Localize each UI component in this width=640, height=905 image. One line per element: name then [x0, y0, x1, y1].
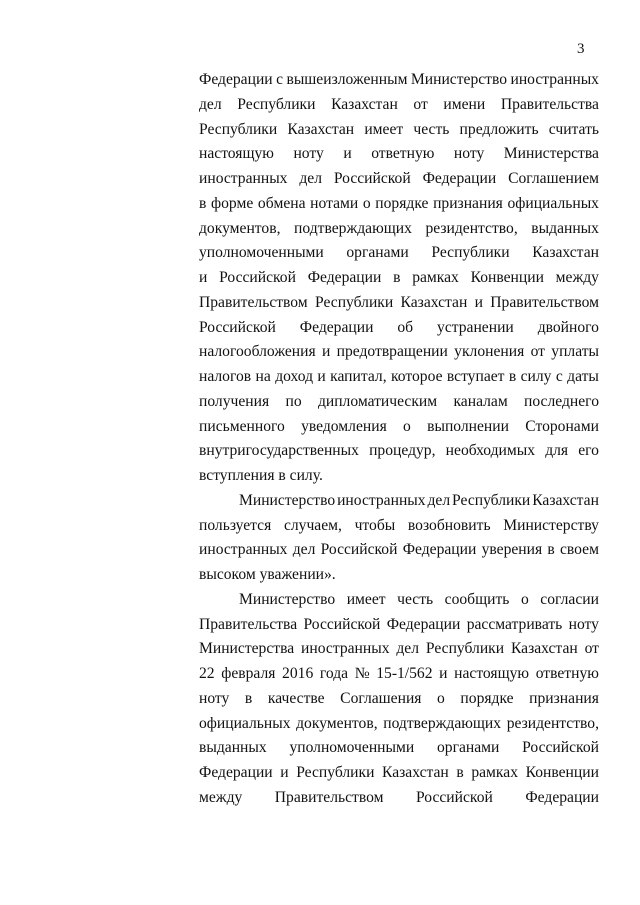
word: получения [199, 392, 270, 410]
word: признания [433, 194, 503, 212]
word: февраля [221, 665, 276, 682]
word: иностранных [301, 640, 390, 658]
text-line [199, 538, 599, 563]
word: в [199, 194, 207, 212]
word: резидентство, [506, 714, 599, 732]
word: по [285, 392, 302, 410]
word: рамках [471, 764, 518, 781]
word: Республики [425, 640, 505, 658]
word: Федерации [422, 170, 497, 187]
document-body [199, 68, 599, 811]
word: Казахстан [532, 491, 599, 509]
word: Правительством [274, 788, 384, 806]
word: которое [391, 368, 443, 385]
word: двойного [537, 318, 599, 336]
word: выполнении [427, 417, 509, 435]
word: уведомления [301, 417, 387, 435]
word: Республики [199, 120, 278, 138]
word: Министерству [503, 516, 599, 534]
word: Республики [452, 491, 531, 509]
word: и [317, 368, 326, 385]
word: Федерации [525, 788, 599, 806]
word: в [393, 269, 401, 286]
text-line [199, 439, 599, 464]
word: для [545, 442, 569, 460]
word: иностранных [337, 491, 426, 509]
word: Российской [320, 541, 398, 559]
word: согласии [540, 590, 599, 608]
word: и [474, 293, 483, 311]
word: 22 [199, 665, 215, 682]
text-line [199, 365, 599, 390]
word: рамках [412, 269, 459, 286]
text-line: высоком уважении». [199, 566, 336, 583]
word: между [555, 269, 599, 286]
word: от [584, 640, 599, 658]
word: выданных [199, 739, 267, 757]
word: пользуется [199, 516, 272, 534]
word: Правительством [199, 293, 308, 311]
word: порядке [460, 689, 514, 707]
word: на [255, 368, 271, 385]
word: между [199, 788, 243, 806]
word: форме [211, 194, 254, 212]
word: чтобы [354, 516, 396, 534]
word: Конвенции [525, 764, 599, 781]
word: Федерации [402, 541, 477, 559]
word: о [362, 194, 371, 212]
word: Казахстан [400, 293, 468, 311]
word: Министерства [503, 145, 599, 163]
word: дел [396, 640, 420, 658]
word: настоящую [199, 145, 274, 163]
word: Казахстан [331, 95, 398, 113]
word: уполномоченными [289, 739, 415, 757]
word: вступает [446, 368, 505, 385]
word: рассматривать [466, 615, 563, 633]
text-line [199, 390, 599, 415]
word: о [437, 689, 445, 707]
word: даты [567, 368, 599, 385]
word: письменного [199, 417, 285, 435]
word: Соглашения [340, 689, 422, 707]
word: Соглашением [508, 170, 599, 187]
word: официальных [507, 194, 599, 212]
word: ответную [535, 665, 599, 682]
word: Республики [237, 95, 316, 113]
word: Министерство [239, 590, 336, 608]
word: в [456, 764, 464, 781]
paragraph-3 [199, 588, 599, 811]
word: ноту [293, 145, 324, 163]
word: Федерации [307, 269, 382, 286]
word: Российской [333, 170, 411, 187]
word: дипломатическим [317, 392, 438, 410]
word: документов, [296, 714, 378, 732]
word: возобновить [407, 516, 491, 534]
word: последнего [524, 392, 599, 410]
word: уполномоченными [199, 244, 324, 262]
word: дел [199, 95, 222, 113]
word: качестве [267, 689, 325, 707]
word: официальных [199, 714, 291, 732]
word: нотами [310, 194, 359, 212]
word: капитал, [330, 368, 387, 385]
word: случаем, [283, 516, 342, 534]
word: налогообложения [199, 343, 316, 361]
word: дел [299, 170, 322, 187]
text-line [199, 316, 599, 341]
text-line [199, 514, 599, 539]
word: Казахстан [532, 244, 599, 262]
text-line [199, 68, 599, 93]
text-line [199, 241, 599, 266]
word: Казахстан [287, 120, 355, 138]
word: Сторонами [525, 417, 599, 435]
word: устранении [437, 318, 514, 336]
word: Министерство [410, 71, 508, 88]
text-line [199, 266, 599, 291]
word: Российской [199, 318, 276, 336]
word: ответную [371, 145, 435, 163]
text-line [199, 192, 599, 217]
word: дел [427, 491, 451, 509]
text-line [199, 340, 599, 365]
word: иностранных [199, 170, 288, 187]
word: органами [436, 739, 500, 757]
word: Казахстан [510, 640, 578, 658]
word: Федерации [386, 615, 461, 633]
word: Республики [315, 293, 394, 311]
word: имеет [346, 590, 386, 608]
word: от [530, 343, 545, 361]
word: органами [346, 244, 409, 262]
word: каналам [453, 392, 508, 410]
word: в [244, 689, 253, 707]
text-line [199, 761, 599, 786]
word: Казахстан [382, 764, 449, 781]
text-line [199, 637, 599, 662]
text-line [199, 118, 599, 143]
word: Российской [219, 269, 296, 286]
word: настоящую [454, 665, 530, 682]
word: своем [560, 541, 599, 559]
word: его [578, 442, 599, 460]
word: иностранных [199, 541, 288, 559]
word: 15-1/562 [376, 665, 433, 682]
word: дел [292, 541, 316, 559]
word: с [276, 71, 284, 88]
text-line [199, 489, 599, 514]
word: резидентство, [425, 219, 518, 237]
word: ноту [453, 145, 485, 163]
word: Правительства [199, 615, 298, 633]
word: Федерации [299, 318, 374, 336]
text-line [199, 588, 599, 613]
word: Республики [431, 244, 510, 262]
word: силу [520, 368, 552, 385]
text-line [199, 415, 599, 440]
word: подтверждающих [383, 714, 502, 732]
word: уплаты [551, 343, 599, 361]
word: внутригосударственных [199, 442, 359, 460]
word: с [555, 368, 563, 385]
word: признания [529, 689, 599, 707]
text-line [199, 687, 599, 712]
text-line [199, 167, 599, 192]
word: и [199, 269, 208, 286]
word: документов, [199, 219, 281, 237]
word: и [439, 665, 448, 682]
word: имени [443, 95, 486, 113]
word: Конвенции [470, 269, 544, 286]
word: об [397, 318, 414, 336]
word: и [280, 764, 289, 781]
text-line [199, 142, 599, 167]
paragraph-1 [199, 68, 599, 489]
word: Министерство [239, 491, 336, 509]
word: Российской [415, 788, 493, 806]
word: вышеизложенным [286, 71, 408, 88]
word: уклонения [454, 343, 525, 361]
word: и [321, 343, 331, 361]
word: подтверждающих [294, 219, 412, 237]
word: предотвращении [336, 343, 448, 361]
word: имеет [364, 120, 404, 138]
word: налогов [199, 368, 252, 385]
text-line [199, 736, 599, 761]
text-line [199, 217, 599, 242]
word: Российской [522, 739, 599, 757]
word: о [403, 417, 411, 435]
word: честь [397, 590, 434, 608]
word: 2016 [282, 665, 314, 682]
text-line [199, 291, 599, 316]
word: сообщить [444, 590, 510, 608]
word: предложить [459, 120, 539, 138]
word: Федерации [199, 71, 273, 88]
word: обмена [257, 194, 306, 212]
word: Российской [303, 615, 381, 633]
word: Правительства [500, 95, 599, 113]
word: считать [548, 120, 599, 138]
word: от [413, 95, 428, 113]
word: иностранных [510, 71, 599, 88]
text-line [199, 786, 599, 811]
word: Министерства [199, 640, 295, 658]
word: о [520, 590, 529, 608]
word: уверения [481, 541, 543, 559]
text-line [199, 712, 599, 737]
word: доход [275, 368, 314, 385]
word: Правительством [490, 293, 599, 311]
text-line [199, 93, 599, 118]
text-line [199, 662, 599, 687]
word: в [547, 541, 555, 559]
word: и [343, 145, 352, 163]
word: порядке [375, 194, 429, 212]
word: в [508, 368, 517, 385]
page-number: 3 [577, 41, 585, 57]
word: Федерации [199, 764, 273, 781]
word: ноту [568, 615, 599, 633]
word: № [354, 665, 370, 682]
text-line: вступления в силу. [199, 467, 323, 484]
word: года [319, 665, 349, 682]
text-line [199, 613, 599, 638]
word: необходимых [445, 442, 536, 460]
paragraph-2 [199, 489, 599, 588]
word: ноту [199, 689, 230, 707]
word: процедур, [369, 442, 436, 460]
word: Республики [296, 764, 375, 781]
word: выданных [531, 219, 599, 237]
word: честь [413, 120, 450, 138]
